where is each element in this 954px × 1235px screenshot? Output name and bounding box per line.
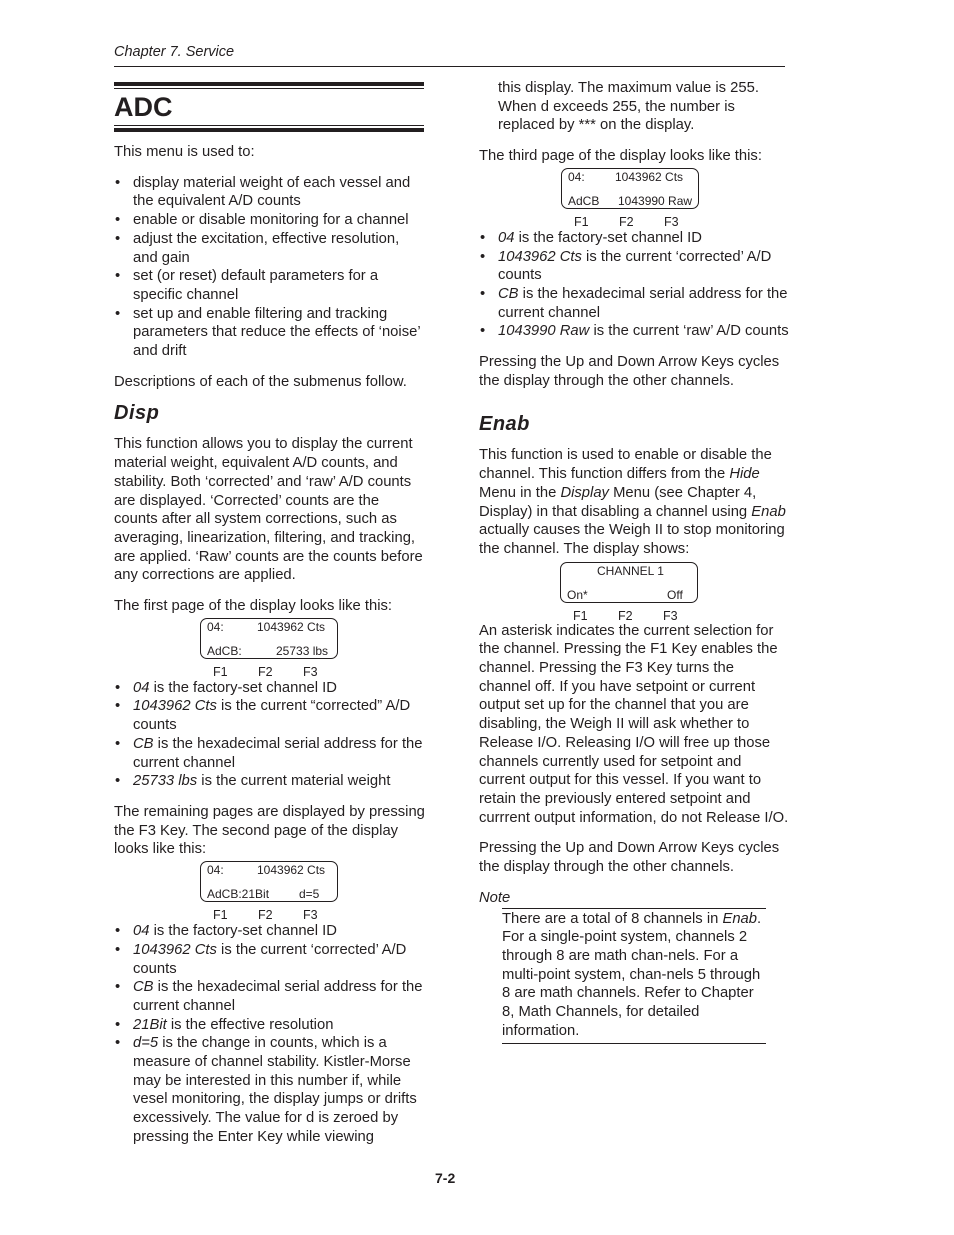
page-title: ADC <box>114 92 173 122</box>
list-item: • adjust the excitation, effective resolution, and gain <box>114 230 426 267</box>
f2-label: F2 <box>258 664 273 679</box>
lcd-display-enab <box>560 562 789 621</box>
chapter-header: Chapter 7. Service <box>114 44 235 60</box>
lcd-text: 04: <box>207 863 224 878</box>
enab-arrow-keys-text: Pressing the Up and Down Arrow Keys cycles the display through the other channels. <box>479 840 780 876</box>
lcd-screen <box>200 861 338 902</box>
title-rule-top-thin <box>114 88 424 89</box>
lcd-screen <box>200 618 338 659</box>
lcd-display-page-2 <box>200 861 426 923</box>
list-item: • set (or reset) default parameters for a specific channel <box>114 267 426 304</box>
header-rule <box>114 66 785 67</box>
list-item: • CB is the hexadecimal serial address for the current channel <box>114 978 426 1015</box>
note-box: There are a total of 8 channels in Enab. For a single-point system, channels 2 through 8 are math chan-nels. For a multi-point system, chan-nels 5 through 8 are math channels. Refer to Chapter 8, Math Channels, for detailed information. <box>502 908 766 1045</box>
list-item: • 1043962 Cts is the current “corrected” A/D counts <box>114 697 426 734</box>
list-item: • 1043962 Cts is the current ‘corrected’ A/D counts <box>114 941 426 978</box>
lcd-text: 25733 lbs <box>276 643 329 658</box>
section-heading-enab: Enab <box>479 413 530 436</box>
list-item: • d=5 is the change in counts, which is a measure of channel stability. Kistler-Morse may be interested in this number if, while vesel monitoring, the display jumps or drifts excessively. The value for d is zeroed by pressing the Enter Key while viewing <box>114 1034 426 1146</box>
list-item: • 1043962 Cts is the current ‘corrected’ A/D counts <box>479 248 789 285</box>
lcd-text: AdCB:21Bit <box>207 887 270 902</box>
f2-label: F2 <box>619 214 634 229</box>
intro-bullet-list <box>114 174 426 361</box>
list-item: • set up and enable filtering and tracking parameters that reduce the effects of ‘noise’ and drift <box>114 305 426 361</box>
list-item: • 04 is the factory-set channel ID <box>114 679 426 698</box>
intro-text: This menu is used to: <box>114 144 255 160</box>
list-item: • CB is the hexadecimal serial address for the current channel <box>479 285 789 322</box>
list-item: • 04 is the factory-set channel ID <box>479 229 789 248</box>
f1-label: F1 <box>213 908 228 923</box>
list-item: • 25733 lbs is the current material weight <box>114 772 426 791</box>
list-item: • CB is the hexadecimal serial address for the current channel <box>114 735 426 772</box>
lcd-text: CHANNEL 1 <box>597 563 664 578</box>
lcd-text: 1043962 Cts <box>257 863 326 878</box>
f3-label: F3 <box>663 608 678 623</box>
f2-label: F2 <box>258 908 273 923</box>
lcd-display-page-3 <box>561 168 789 227</box>
f1-label: F1 <box>213 664 228 679</box>
disp-page3-bullets <box>479 229 789 341</box>
lcd-text: 04: <box>568 169 585 184</box>
disp-page1-bullets <box>114 679 426 791</box>
left-column <box>114 82 426 1147</box>
continued-bullet-text: this display. The maximum value is 255. When d exceeds 255, the number is replaced by *** on the display. <box>498 80 759 134</box>
lcd-text: On* <box>567 587 588 602</box>
f3-label: F3 <box>664 214 679 229</box>
lcd-text: 1043990 Raw <box>618 193 693 208</box>
title-rule-bottom <box>114 128 424 132</box>
third-page-intro: The third page of the display looks like this: <box>479 148 762 165</box>
list-item: • 21Bit is the effective resolution <box>114 1016 426 1035</box>
disp-paragraph: This function allows you to display the current material weight, equivalent A/D counts, and stability. Both ‘corrected’ and ‘raw’ A/D counts are displayed. ‘Corrected’ counts are the counts after all system corrections, such as averaging, linearization, filtering, and tracking, are applied. ‘Raw’ counts are the counts before any corrections are applied. <box>114 436 423 584</box>
list-item: • display material weight of each vessel and the equivalent A/D counts <box>114 174 426 211</box>
f1-label: F1 <box>574 214 589 229</box>
title-rule-top <box>114 82 424 86</box>
function-key-labels <box>200 659 426 677</box>
lcd-text: d=5 <box>299 887 320 902</box>
function-key-labels <box>560 603 789 621</box>
lcd-text: Off <box>667 587 683 602</box>
f1-label: F1 <box>573 608 588 623</box>
disp-page2-bullets <box>114 922 426 1146</box>
list-item: • 04 is the factory-set channel ID <box>114 922 426 941</box>
note-label: Note <box>479 889 511 906</box>
lcd-text: AdCB: <box>207 643 242 658</box>
lcd-display-page-1 <box>200 618 426 677</box>
lcd-screen <box>560 562 698 603</box>
lcd-screen <box>561 168 699 209</box>
disp-arrow-keys-text: Pressing the Up and Down Arrow Keys cycles the display through the other channels. <box>479 354 780 389</box>
first-page-intro: The first page of the display looks like this: <box>114 598 392 615</box>
title-rule-bottom-thin <box>114 125 424 126</box>
list-item: • 1043990 Raw is the current ‘raw’ A/D counts <box>479 322 789 341</box>
section-heading-disp: Disp <box>114 402 160 425</box>
list-item: • enable or disable monitoring for a channel <box>114 211 426 230</box>
asterisk-paragraph: An asterisk indicates the current selection for the channel. Pressing the F1 Key enables the channel. Pressing the F3 Key turns the channel off. If you have setpoint or current output set up for the channel that you are disabling, the Weigh II will ask whether to Release I/O. Releasing I/O will free up those channels currently used for setpoint and current output for this vessel. If you want to retain the previously entered setpoint and currrent output information, do not Release I/O. <box>479 622 789 826</box>
lcd-text: 04: <box>207 619 224 634</box>
f3-label: F3 <box>303 908 318 923</box>
enab-paragraph: This function is used to enable or disable the channel. This function differs from the Hide Menu in the Display Menu (see Chapter 4, Display) in that disabling a channel using Enab actually causes the Weigh II to stop monitoring the channel. The display shows: <box>479 447 786 557</box>
lcd-text: 1043962 Cts <box>257 619 326 634</box>
f2-label: F2 <box>618 608 633 623</box>
descriptions-text: Descriptions of each of the submenus follow. <box>114 373 407 390</box>
page-number: 7-2 <box>435 1170 456 1186</box>
remaining-pages-text: The remaining pages are displayed by pressing the F3 Key. The second page of the display looks like this: <box>114 803 425 858</box>
right-column <box>479 79 789 1044</box>
function-key-labels <box>200 902 426 923</box>
lcd-text: AdCB <box>568 193 600 208</box>
lcd-text: 1043962 Cts <box>615 169 684 184</box>
f3-label: F3 <box>303 664 318 679</box>
function-key-labels <box>561 209 789 227</box>
